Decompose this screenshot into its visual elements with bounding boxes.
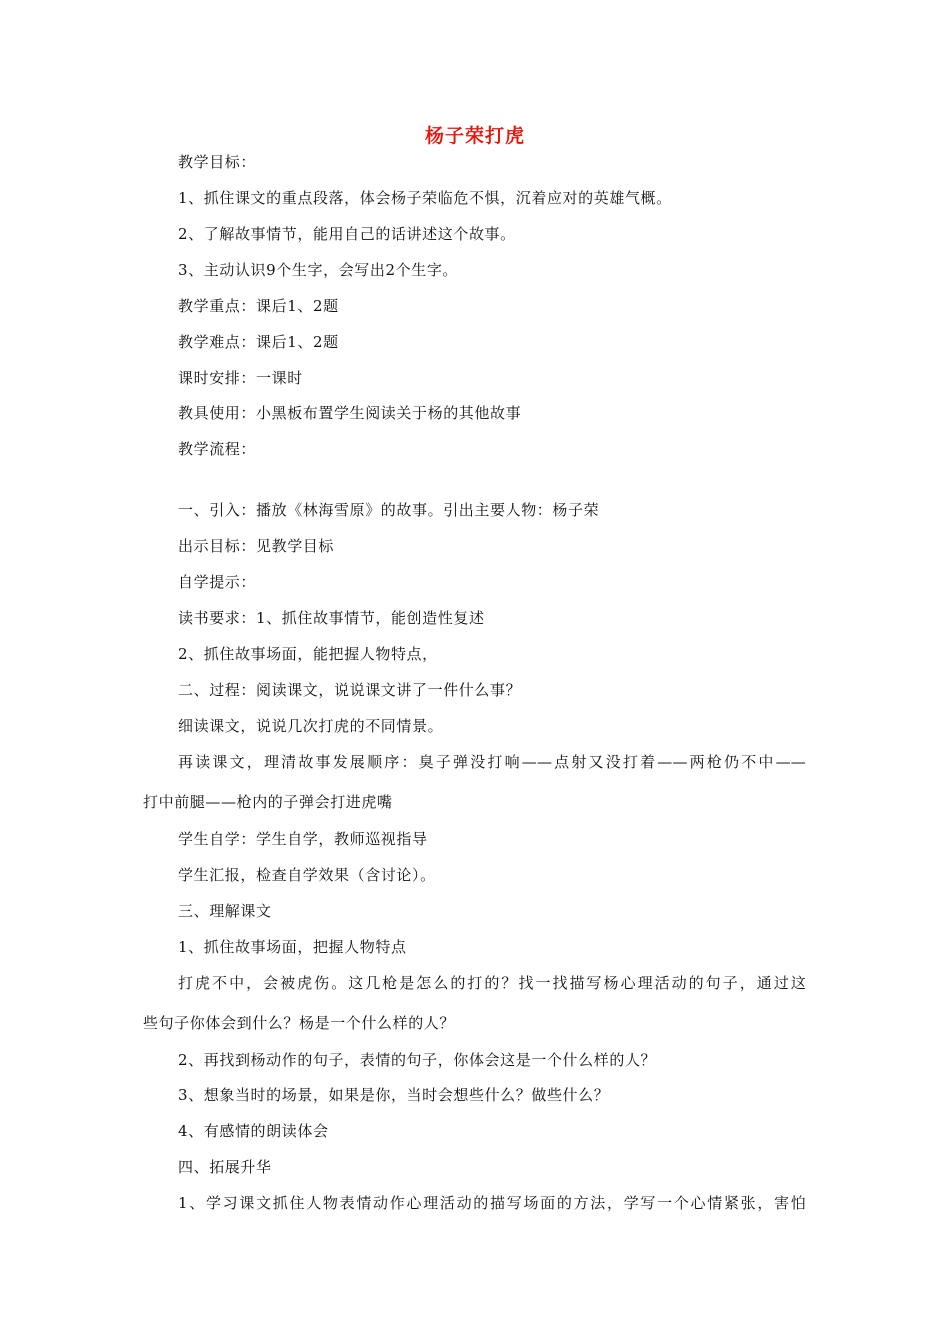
process-line: 出示目标：见教学目标 bbox=[178, 537, 335, 555]
process-line: 学生自学：学生自学，教师巡视指导 bbox=[178, 830, 428, 848]
process-line-continued: 些句子你体会到什么？杨是一个什么样的人？ bbox=[143, 1014, 456, 1032]
process-step: 一、引入：播放《林海雪原》的故事。引出主要人物：杨子荣 bbox=[178, 501, 600, 519]
section-heading-process: 教学流程： bbox=[178, 440, 257, 458]
process-step: 四、拓展升华 bbox=[178, 1158, 272, 1176]
teaching-difficulty: 教学难点：课后1、2题 bbox=[178, 333, 339, 351]
document-title: 杨子荣打虎 bbox=[424, 125, 525, 147]
objective-item: 3、主动认识9个生字，会写出2个生字。 bbox=[178, 261, 459, 279]
process-line: 2、再找到杨动作的句子，表情的句子，你体会这是一个什么样的人？ bbox=[178, 1051, 657, 1069]
process-line: 1、抓住故事场面，把握人物特点 bbox=[178, 938, 407, 956]
process-line: 3、想象当时的场景，如果是你，当时会想些什么？做些什么？ bbox=[178, 1086, 610, 1104]
objective-item: 2、了解故事情节，能用自己的话讲述这个故事。 bbox=[178, 225, 516, 243]
teaching-aids: 教具使用：小黑板布置学生阅读关于杨的其他故事 bbox=[178, 404, 522, 422]
process-line: 2、抓住故事场面，能把握人物特点， bbox=[178, 645, 438, 663]
process-line: 打虎不中，会被虎伤。这几枪是怎么的打的？找一找描写杨心理活动的句子，通过这 bbox=[178, 974, 806, 992]
process-line-continued: 打中前腿——枪内的子弹会打进虎嘴 bbox=[143, 793, 393, 811]
process-step: 二、过程：阅读课文，说说课文讲了一件什么事？ bbox=[178, 681, 522, 699]
process-line: 学生汇报，检查自学效果（含讨论）。 bbox=[178, 866, 436, 884]
process-line: 再读课文，理清故事发展顺序：臭子弹没打响——点射又没打着——两枪仍不中—— bbox=[178, 753, 806, 771]
process-line: 4、有感情的朗读体会 bbox=[178, 1122, 329, 1140]
lesson-schedule: 课时安排：一课时 bbox=[178, 369, 303, 387]
process-line: 自学提示： bbox=[178, 573, 257, 591]
process-line: 1、学习课文抓住人物表情动作心理活动的描写场面的方法，学写一个心情紧张，害怕 bbox=[178, 1194, 806, 1212]
process-line: 细读课文，说说几次打虎的不同情景。 bbox=[178, 717, 444, 735]
objective-item: 1、抓住课文的重点段落，体会杨子荣临危不惧，沉着应对的英雄气概。 bbox=[178, 189, 672, 207]
process-step: 三、理解课文 bbox=[178, 902, 272, 920]
section-heading-objectives: 教学目标： bbox=[178, 153, 257, 171]
teaching-focus: 教学重点：课后1、2题 bbox=[178, 297, 339, 315]
process-line: 读书要求：1、抓住故事情节，能创造性复述 bbox=[178, 609, 485, 627]
